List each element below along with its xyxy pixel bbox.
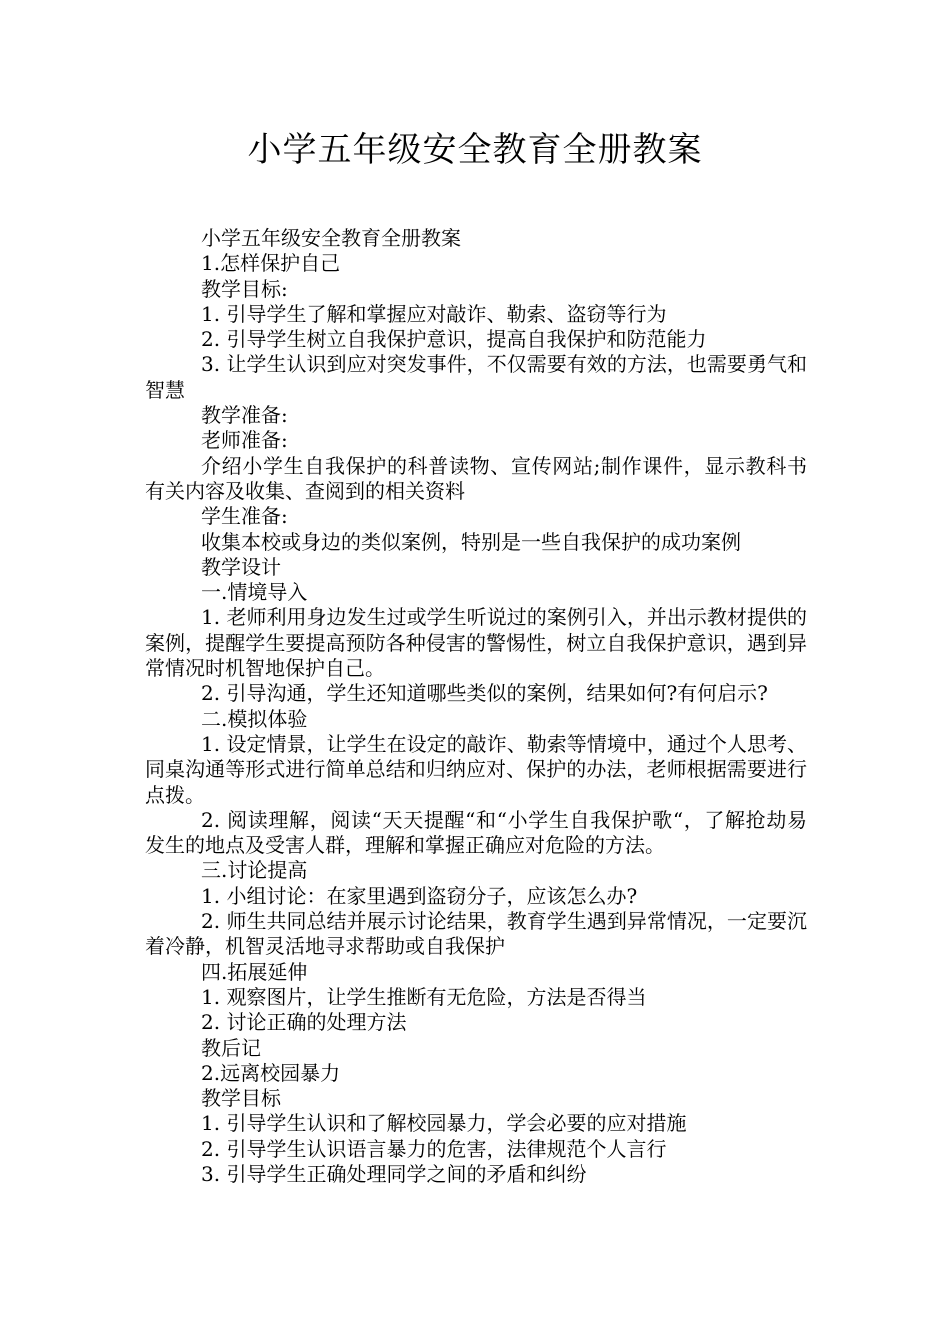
paragraph: 学生准备:: [201, 504, 288, 529]
list-item: 1. 老师利用身边发生过或学生听说过的案例引入，并出示教材提供的案例，提醒学生要提高预防各种侵害的警惕性，树立自我保护意识，遇到异常情况时机智地保护自己。: [145, 605, 807, 681]
list-item: 3. 引导学生正确处理同学之间的矛盾和纠纷: [201, 1161, 587, 1186]
document-title: 小学五年级安全教育全册教案: [247, 130, 703, 170]
list-item: 1. 观察图片，让学生推断有无危险，方法是否得当: [201, 984, 647, 1009]
list-item: 2. 师生共同总结并展示讨论结果，教育学生遇到异常情况，一定要沉着冷静，机智灵活地寻求帮助或自我保护: [145, 909, 807, 959]
section-heading: 三.讨论提高: [201, 858, 308, 883]
list-item: 1. 引导学生认识和了解校园暴力，学会必要的应对措施: [201, 1111, 687, 1136]
list-item: 2. 阅读理解，阅读“天天提醒“和“小学生自我保护歌“，了解抢劫易发生的地点及受害人群，理解和掌握正确应对危险的方法。: [145, 807, 807, 858]
list-item: 2. 引导沟通，学生还知道哪些类似的案例，结果如何?有何启示?: [201, 681, 768, 706]
list-item: 1. 设定情景，让学生在设定的敲诈、勒索等情境中，通过个人思考、同桌沟通等形式进行简单总结和归纳应对、保护的办法，老师根据需要进行点拨。: [145, 731, 807, 807]
section-heading: 1.怎样保护自己: [201, 251, 341, 276]
paragraph: 教学准备:: [201, 403, 288, 428]
list-item: 1. 引导学生了解和掌握应对敲诈、勒索、盗窃等行为: [201, 301, 667, 326]
paragraph: 介绍小学生自我保护的科普读物、宣传网站;制作课件，显示教科书有关内容及收集、查阅到的相关资料: [145, 453, 807, 503]
section-heading: 2.远离校园暴力: [201, 1060, 341, 1085]
paragraph: 小学五年级安全教育全册教案: [201, 226, 461, 250]
list-item: 1. 小组讨论：在家里遇到盗窃分子，应该怎么办?: [201, 883, 638, 908]
paragraph: 老师准备:: [201, 428, 288, 453]
section-heading: 四.拓展延伸: [201, 959, 308, 984]
paragraph: 教学目标: [201, 1086, 281, 1111]
list-item: 2. 引导学生树立自我保护意识，提高自我保护和防范能力: [201, 327, 707, 352]
paragraph: 教后记: [201, 1035, 261, 1060]
paragraph: 教学设计: [201, 554, 281, 579]
paragraph: 教学目标:: [201, 276, 288, 301]
document-body: [145, 226, 807, 1187]
list-item: 2. 引导学生认识语言暴力的危害，法律规范个人言行: [201, 1136, 667, 1161]
paragraph: 收集本校或身边的类似案例，特别是一些自我保护的成功案例: [201, 529, 741, 554]
list-item: 3. 让学生认识到应对突发事件，不仅需要有效的方法，也需要勇气和智慧: [145, 352, 807, 402]
list-item: 2. 讨论正确的处理方法: [201, 1010, 407, 1035]
section-heading: 二.模拟体验: [201, 706, 308, 731]
section-heading: 一.情境导入: [201, 580, 308, 605]
